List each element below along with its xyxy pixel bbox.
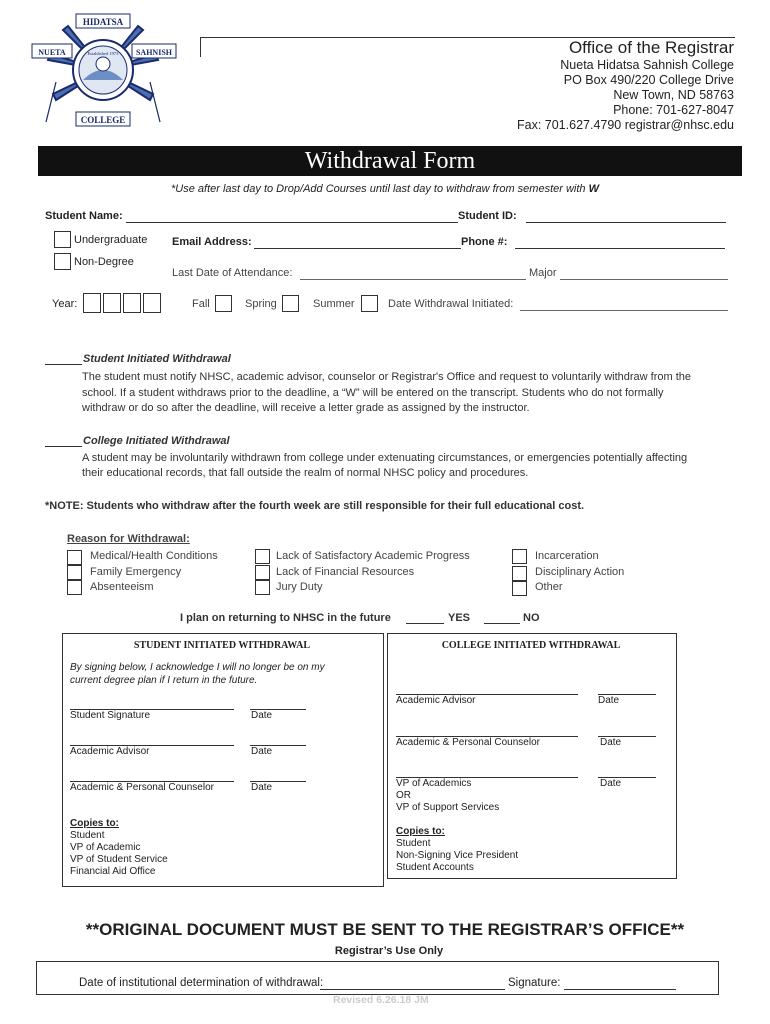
college-counselor-label: Academic & Personal Counselor (396, 737, 540, 748)
spring-checkbox[interactable] (282, 295, 299, 312)
spring-label: Spring (245, 298, 277, 310)
reason-absenteeism-label: Absenteeism (90, 581, 154, 593)
fall-label: Fall (192, 298, 210, 310)
original-document-note: **ORIGINAL DOCUMENT MUST BE SENT TO THE REGISTRAR’S OFFICE** (85, 920, 685, 939)
year-digit-2[interactable] (103, 293, 121, 313)
logo-top-text: HIDATSA (82, 17, 124, 27)
logo-seal-text: Established 1973 (87, 51, 119, 56)
student-box-header: STUDENT INITIATED WITHDRAWAL (133, 640, 311, 651)
last-attendance-label: Last Date of Attendance: (172, 267, 293, 279)
college-initiated-line-1: A student may be involuntarily withdrawn from college under extenuating circumstances, or emergencies potentially affecting (82, 452, 688, 464)
student-id-label: Student ID: (458, 210, 517, 222)
reason-heading: Reason for Withdrawal: (67, 533, 190, 545)
student-initiated-line-3: withdraw or do so after the deadline, will receive a letter grade as assigned by the instructor. (82, 402, 530, 414)
summer-checkbox[interactable] (361, 295, 378, 312)
reason-medical-checkbox[interactable] (67, 550, 82, 565)
returning-yes-label: YES (448, 612, 471, 624)
college-copy-1: Student (396, 838, 431, 849)
returning-no-label: NO (523, 612, 540, 624)
non-degree-checkbox[interactable] (54, 253, 71, 270)
phone-field[interactable] (515, 248, 725, 249)
reason-academic-progress-label: Lack of Satisfactory Academic Progress (276, 550, 470, 562)
year-label: Year: (52, 298, 78, 310)
year-digit-1[interactable] (83, 293, 101, 313)
revised-stamp: Revised 6.26.18 JM (333, 994, 429, 1006)
college-counselor-date-label: Date (600, 737, 622, 748)
reason-medical-label: Medical/Health Conditions (90, 550, 218, 562)
student-initiated-heading: Student Initiated Withdrawal (83, 353, 231, 365)
email-field[interactable] (254, 248, 461, 249)
subtitle-emph: W (588, 183, 599, 195)
student-copy-1: Student (70, 830, 105, 841)
college-advisor-date-label: Date (598, 695, 620, 706)
college-withdrawal-box (387, 633, 677, 879)
subtitle-text: *Use after last day to Drop/Add Courses until last day to withdraw from semester with (171, 183, 589, 195)
acknowledge-line-2: current degree plan if I return in the future. (70, 675, 258, 686)
student-signature-date-label: Date (251, 710, 273, 721)
reason-disciplinary-label: Disciplinary Action (535, 566, 625, 578)
student-initiated-line-2: school. If a student withdraws prior to the deadline, a “W” will be entered on the transcript. Students who do not formally (82, 387, 664, 399)
college-logo (28, 12, 178, 130)
college-copy-2: Non-Signing Vice President (396, 850, 519, 861)
college-vp-academics-label: VP of Academics (396, 778, 472, 789)
student-copy-2: VP of Academic (70, 842, 141, 853)
college-copies-label: Copies to: (396, 826, 445, 837)
reason-incarceration-checkbox[interactable] (512, 549, 527, 564)
college-initiated-line-2: their educational records, that fall outside the realm of normal NHSC policy and procedures. (82, 467, 529, 479)
student-copies-label: Copies to: (70, 818, 119, 829)
registrar-use-label: Registrar’s Use Only (334, 945, 444, 957)
cost-note: *NOTE: Students who withdraw after the fourth week are still responsible for their full educational cost. (45, 500, 585, 512)
date-initiated-label: Date Withdrawal Initiated: (388, 298, 514, 310)
year-digit-4[interactable] (143, 293, 161, 313)
student-copy-4: Financial Aid Office (70, 866, 156, 877)
year-digit-3[interactable] (123, 293, 141, 313)
college-initiated-blank[interactable] (45, 446, 82, 447)
reason-absenteeism-checkbox[interactable] (67, 580, 82, 595)
acknowledge-line-1: By signing below, I acknowledge I will no longer be on my (70, 662, 325, 673)
header-tick (200, 37, 201, 57)
advisor-label: Academic Advisor (70, 746, 150, 757)
advisor-date-label: Date (251, 746, 273, 757)
reason-other-label: Other (535, 581, 563, 593)
returning-no-blank[interactable] (484, 623, 520, 624)
reason-academic-progress-checkbox[interactable] (255, 549, 270, 564)
non-degree-label: Non-Degree (74, 256, 134, 268)
form-title: Withdrawal Form (38, 146, 742, 176)
address-line-1: Nueta Hidatsa Sahnish College (560, 58, 734, 72)
reason-family-label: Family Emergency (90, 566, 182, 578)
registrar-signature-field[interactable] (564, 989, 676, 990)
college-initiated-heading: College Initiated Withdrawal (83, 435, 230, 447)
reason-disciplinary-checkbox[interactable] (512, 566, 527, 581)
college-vp-date-label: Date (600, 778, 622, 789)
fall-checkbox[interactable] (215, 295, 232, 312)
student-copy-3: VP of Student Service (70, 854, 168, 865)
determination-label: Date of institutional determination of withdrawal: (79, 977, 324, 989)
college-copy-3: Student Accounts (396, 862, 474, 873)
address-line-4: Phone: 701-627-8047 (613, 103, 734, 117)
student-signature-label: Student Signature (70, 710, 151, 721)
returning-question: I plan on returning to NHSC in the future (180, 612, 391, 624)
form-subtitle (0, 183, 770, 195)
address-line-3: New Town, ND 58763 (613, 88, 734, 102)
major-field[interactable] (560, 279, 728, 280)
counselor-label: Academic & Personal Counselor (70, 782, 214, 793)
reason-other-checkbox[interactable] (512, 581, 527, 596)
college-advisor-label: Academic Advisor (396, 695, 476, 706)
address-line-2: PO Box 490/220 College Drive (563, 73, 734, 87)
reason-financial-checkbox[interactable] (255, 565, 270, 580)
registrar-signature-label: Signature: (508, 977, 561, 989)
student-initiated-line-1: The student must notify NHSC, academic advisor, counselor or Registrar's Office and request to voluntarily withdraw from the (82, 371, 691, 383)
student-initiated-blank[interactable] (45, 364, 82, 365)
undergraduate-checkbox[interactable] (54, 231, 71, 248)
reason-jury-checkbox[interactable] (255, 580, 270, 595)
reason-jury-label: Jury Duty (276, 581, 323, 593)
determination-field[interactable] (320, 989, 505, 990)
returning-yes-blank[interactable] (406, 623, 444, 624)
student-id-field[interactable] (526, 222, 726, 223)
phone-label: Phone #: (461, 236, 508, 248)
undergraduate-label: Undergraduate (74, 234, 148, 246)
student-name-field[interactable] (126, 222, 458, 223)
logo-left-text: NUETA (38, 48, 66, 57)
major-label: Major (529, 267, 557, 279)
office-title: Office of the Registrar (568, 38, 734, 57)
last-attendance-field[interactable] (300, 279, 526, 280)
summer-label: Summer (313, 298, 355, 310)
reason-financial-label: Lack of Financial Resources (276, 566, 415, 578)
college-vp-or-label: OR (396, 790, 411, 801)
logo-right-text: SAHNISH (135, 48, 173, 57)
date-initiated-field[interactable] (520, 310, 728, 311)
reason-family-checkbox[interactable] (67, 565, 82, 580)
email-label: Email Address: (172, 236, 252, 248)
college-box-header: COLLEGE INITIATED WITHDRAWAL (441, 640, 621, 651)
logo-bottom-text: COLLEGE (80, 115, 126, 125)
address-line-5: Fax: 701.627.4790 registrar@nhsc.edu (517, 118, 734, 132)
college-vp-support-label: VP of Support Services (396, 802, 500, 813)
student-name-label: Student Name: (45, 210, 123, 222)
reason-incarceration-label: Incarceration (535, 550, 599, 562)
counselor-date-label: Date (251, 782, 273, 793)
